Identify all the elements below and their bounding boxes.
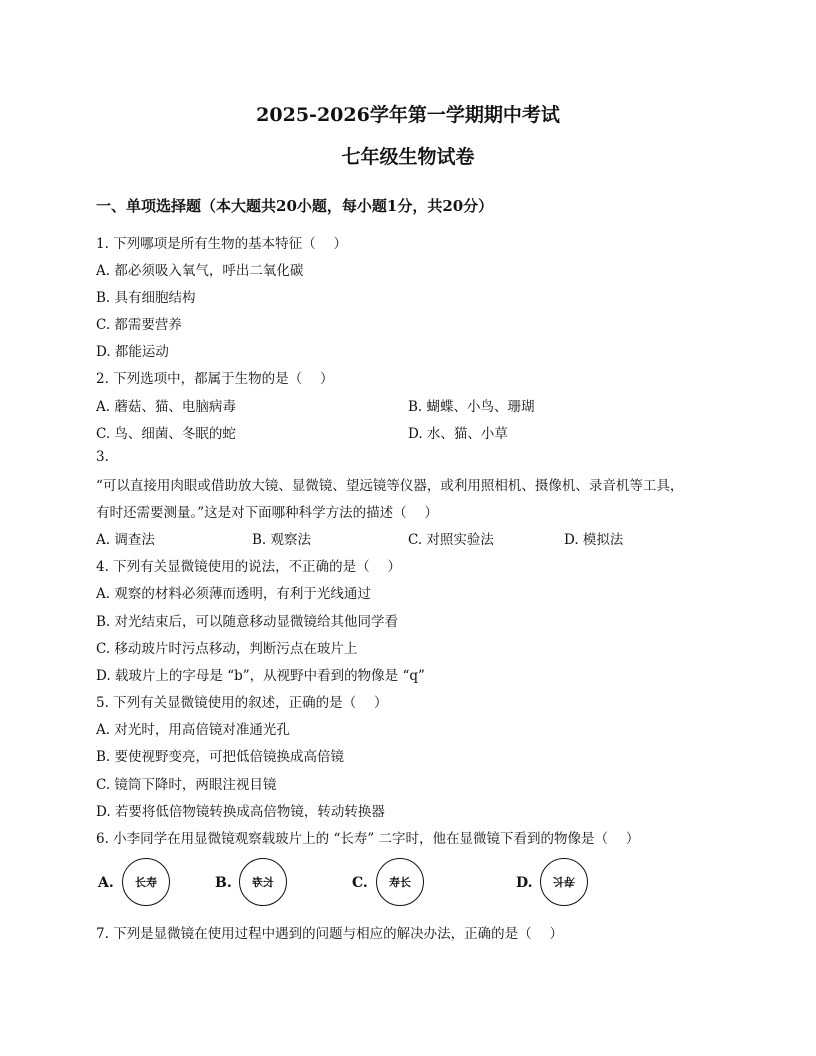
- question-2-option-b: B. 蝴蝶、小鸟、珊瑚: [408, 399, 535, 415]
- question-1-option-c: C. 都需要营养: [96, 317, 182, 333]
- question-3-option-b: B. 观察法: [252, 532, 312, 548]
- question-3-option-a: A. 调查法: [96, 532, 155, 548]
- question-2-option-c: C. 鸟、细菌、冬眠的蛇: [96, 426, 236, 442]
- question-6-view-a: [122, 858, 170, 906]
- exam-subtitle: 七年级生物试卷: [341, 146, 475, 168]
- question-6-view-d: [540, 858, 588, 906]
- exam-title: 2025-2026学年第一学期期中考试: [256, 104, 560, 126]
- question-2-option-a: A. 蘑菇、猫、电脑病毒: [96, 399, 236, 415]
- question-5-option-c: C. 镜筒下降时，两眼注视目镜: [96, 777, 277, 793]
- question-2-stem: 2. 下列选项中，都属于生物的是（ ）: [96, 371, 334, 387]
- question-5-option-a: A. 对光时，用高倍镜对准通光孔: [96, 722, 290, 738]
- question-7-stem: 7. 下列是显微镜在使用过程中遇到的问题与相应的解决办法，正确的是（ ）: [96, 926, 563, 942]
- view-b-text: 长寿: [252, 876, 274, 889]
- question-1-option-d: D. 都能运动: [96, 344, 169, 360]
- question-6-view-b: [239, 858, 287, 906]
- question-6-label-c: C.: [352, 875, 368, 891]
- question-2-option-d: D. 水、猫、小草: [408, 426, 508, 442]
- question-5-stem: 5. 下列有关显微镜使用的叙述，正确的是（ ）: [96, 695, 388, 711]
- question-6-stem: 6. 小李同学在用显微镜观察载玻片上的 “长寿” 二字时，他在显微镜下看到的物像是（ ）: [96, 831, 640, 847]
- question-1-stem: 1. 下列哪项是所有生物的基本特征（ ）: [96, 236, 347, 252]
- question-4-option-c: C. 移动玻片时污点移动，判断污点在玻片上: [96, 641, 358, 657]
- question-1-option-a: A. 都必须吸入氧气，呼出二氧化碳: [96, 263, 304, 279]
- question-3-number: 3.: [96, 449, 109, 465]
- question-5-option-d: D. 若要将低倍物镜转换成高倍物镜，转动转换器: [96, 804, 385, 820]
- question-3-line-2: 有时还需要测量。”这是对下面哪种科学方法的描述（ ）: [96, 505, 438, 521]
- question-6-view-c: [376, 858, 424, 906]
- question-6-label-b: B.: [215, 875, 232, 891]
- question-6-label-d: D.: [516, 875, 533, 891]
- question-3-line-1: “可以直接用肉眼或借助放大镜、显微镜、望远镜等仪器，或利用照相机、摄像机、录音机等工具，: [96, 478, 684, 494]
- question-4-stem: 4. 下列有关显微镜使用的说法，不正确的是（ ）: [96, 559, 401, 575]
- question-3-option-d: D. 模拟法: [564, 532, 624, 548]
- question-3-option-c: C. 对照实验法: [408, 532, 494, 548]
- question-4-option-d: D. 载玻片上的字母是 “b”，从视野中看到的物像是 “q”: [96, 668, 425, 684]
- section-heading: 一、单项选择题（本大题共20小题，每小题1分，共20分）: [96, 197, 494, 215]
- question-1-option-b: B. 具有细胞结构: [96, 290, 196, 306]
- question-5-option-b: B. 要使视野变亮，可把低倍镜换成高倍镜: [96, 749, 345, 765]
- question-6-label-a: A.: [98, 875, 114, 891]
- question-4-option-a: A. 观察的材料必须薄而透明，有利于光线通过: [96, 586, 371, 602]
- view-c-text: 寿长: [389, 876, 411, 889]
- view-a-text: 长寿: [135, 876, 157, 889]
- question-4-option-b: B. 对光结束后，可以随意移动显微镜给其他同学看: [96, 614, 399, 630]
- view-d-text: 寿长: [553, 875, 575, 888]
